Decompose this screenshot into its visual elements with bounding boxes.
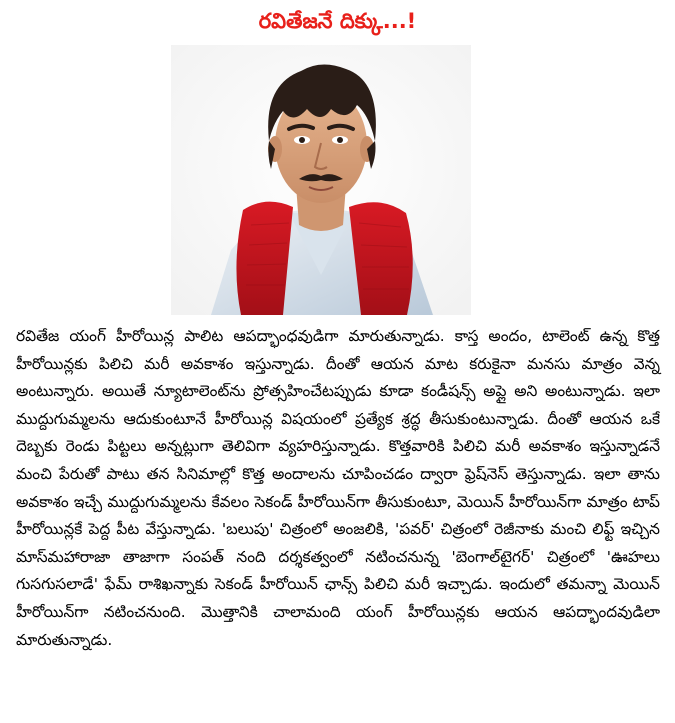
photo-scarf-left	[236, 202, 293, 315]
article-body: రవితేజ యంగ్ హీరోయిన్ల పాలిట ఆపద్భాంధవుడిగా మారుతున్నాడు. కాస్త అందం, టాలెంట్ ఉన్న కొత్త హీరోయిన్లకు పిలిచి మరీ అవకాశం ఇస్తున్నాడు. దీంతో ఆయన మాట కరుకైనా మనసు మాత్రం వెన్న అంటున్నారు. అయితే న్యూటాలెంట్‌ను ప్రోత్సహించేటప్పుడు కూడా కండీషన్స్ అప్లై అని అంటున్నాడు. ఇలా ముద్దుగుమ్మలను ఆదుకుంటూనే హీరోయిన్ల విషయంలో ప్రత్యేక శ్రద్ధ తీసుకుంటున్నాడు. దీంతో ఆయన ఒకే దెబ్బకు రెండు పిట్టలు అన్నట్లుగా తెలివిగా వ్యహరిస్తున్నాడు. కొత్తవారికి పిలిచి మరీ అవకాశం ఇస్తున్నాడనే మంచి పేరుతో పాటు తన సినిమాల్లో కొత్త అందాలను చూపించడం ద్వారా ఫ్రెష్‌నెస్ తెస్తున్నాడు. ఇలా తాను అవకాశం ఇచ్చే ముద్దుగుమ్మలను కేవలం సెకండ్ హీరోయిన్‌గా తీసుకుంటూ, మెయిన్ హీరోయిన్‌గా మాత్రం టాప్ హీరోయిన్లకే పెద్ద పీట వేస్తున్నాడు. 'బలుపు' చిత్రంలో అంజలికి, 'పవర్' చిత్రంలో రెజీనాకు మంచి లిఫ్ట్ ఇచ్చిన మాస్‌మహారాజా తాజాగా సంపత్ నంది దర్శకత్వంలో నటించనున్న 'బెంగాల్‌టైగర్' చిత్రంలో 'ఊహలు గుసగుసలాడే' ఫేమ్ రాశిఖన్నాకు సెకండ్ హీరోయిన్ ఛాన్స్ పిలిచి మరీ ఇచ్చాడు. ఇందులో తమన్నా మెయిన్ హీరోయిన్‌గా నటించనుంది. మొత్తానికి చాలామంది యంగ్ హీరోయిన్లకు ఆయన ఆపద్భాందవుడిలా మారుతున్నాడు.	[16, 327, 660, 649]
portrait-photo-image	[171, 45, 471, 315]
portrait-photo	[171, 45, 471, 315]
photo-pupil-left	[299, 137, 305, 143]
photo-pupil-right	[337, 137, 343, 143]
article-headline: రవితేజనే దిక్కు...!	[258, 9, 417, 33]
